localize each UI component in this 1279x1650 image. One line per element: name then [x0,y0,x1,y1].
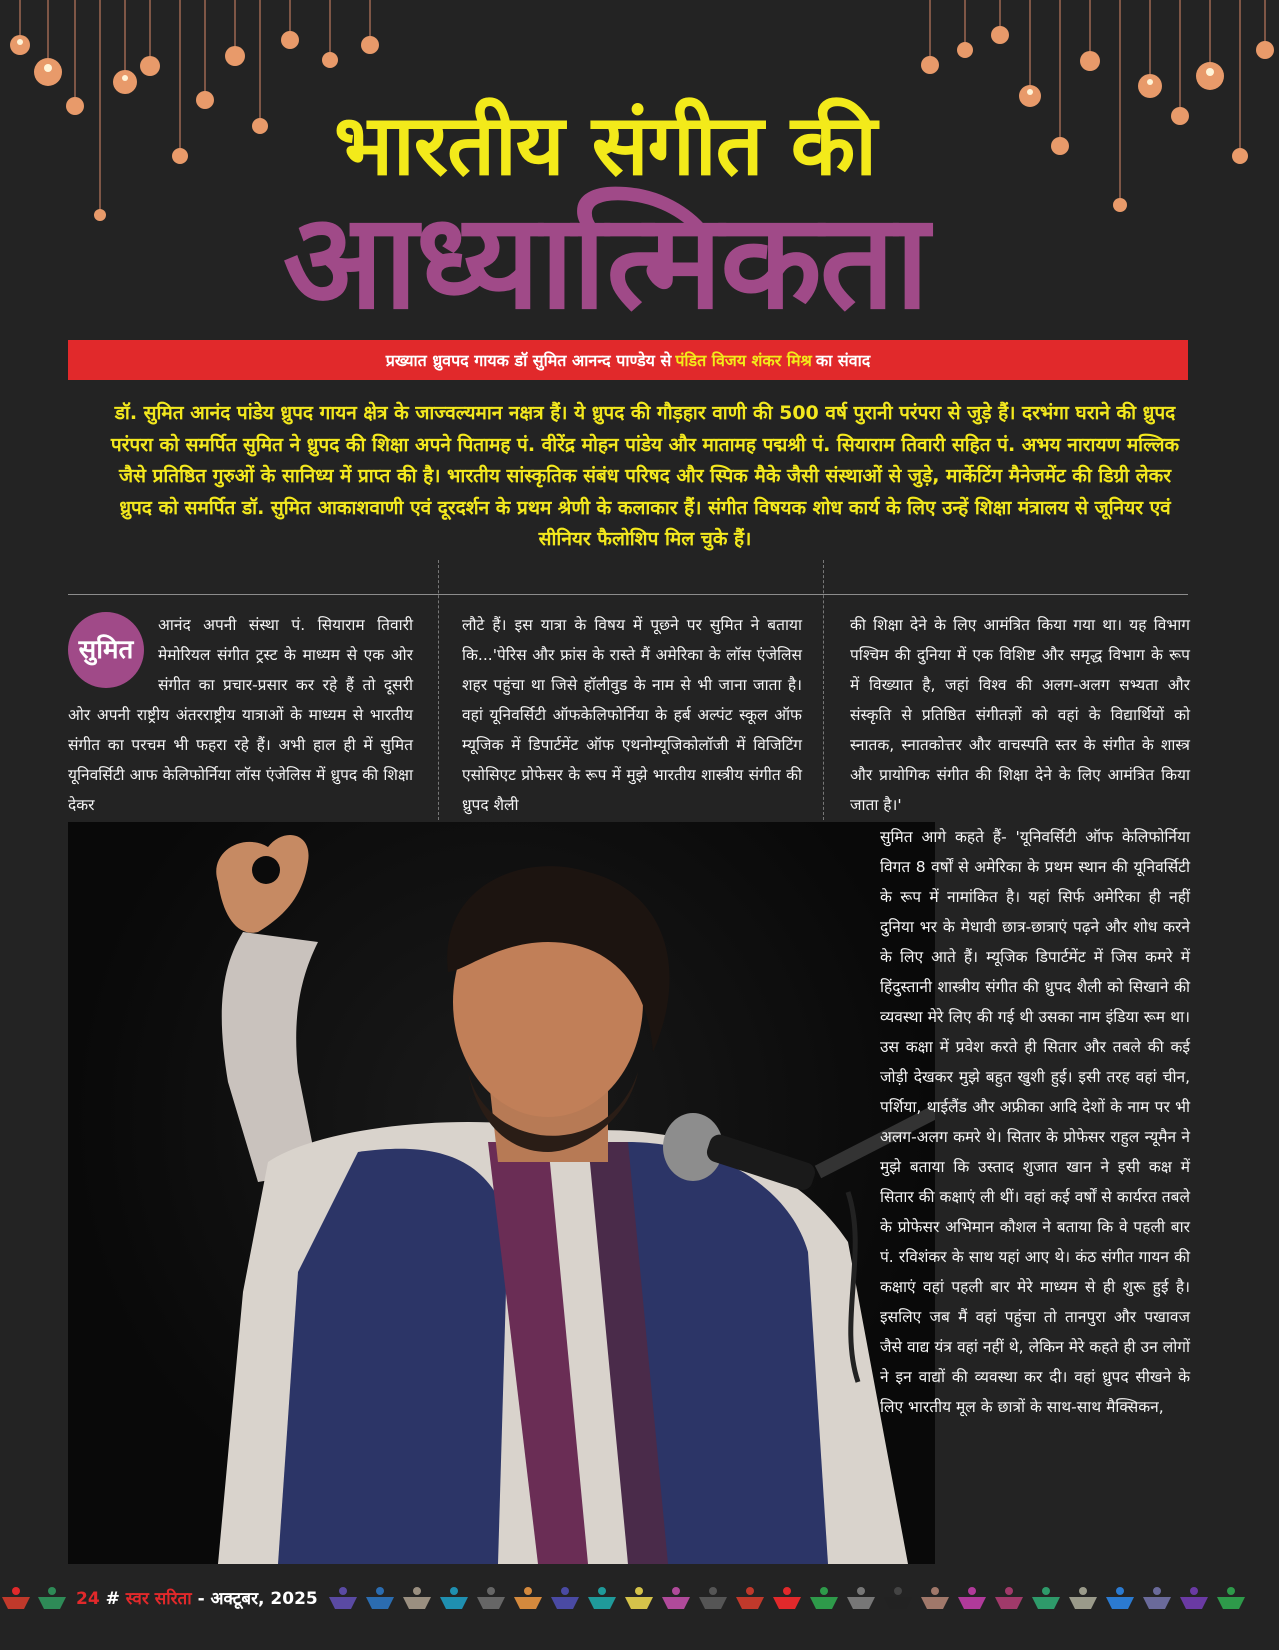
byline-suffix: का संवाद [815,351,871,370]
page-number: 24 [76,1588,100,1609]
footer-hash: # [105,1588,120,1609]
dropcap-badge: सुमित [68,612,144,688]
column-1-text: आनंद अपनी संस्था पं. सियाराम तिवारी मेमोरियल संगीत ट्रस्ट के माध्यम से एक ओर संगीत का प्रचार-प्रसार कर रहे हैं तो दूसरी ओर अपनी राष्ट्रीय अंतरराष्ट्रीय यात्राओं के माध्यम से भारतीय संगीत का परचम भी फहरा रहे हैं। अभी हाल ही में सुमित यूनिवर्सिटी आफ केलिफोर्निया लॉस एंजेलिस में ध्रुपद की शिक्षा देकर [68,616,413,814]
lamp-row-icon [0,1577,70,1617]
section-divider [68,594,1188,595]
headline-line-1: भारतीय संगीत की [334,96,876,194]
footer-text [76,1586,318,1609]
singer-photo [68,822,935,1564]
byline-strip [68,340,1188,380]
headline-line-2: आध्यात्मिकता [282,185,928,339]
article-column-3: की शिक्षा देने के लिए आमंत्रित किया गया था। यह विभाग पश्चिम की दुनिया में एक विशिष्ट और समृद्ध विभाग के रूप में विख्यात है, जहां विश्व की अलग-अलग सभ्यता और संस्कृति से प्रतिष्ठित संगीतज्ञों को वहां के विद्यार्थियों को स्नातक, स्नातकोत्तर और वाचस्पति स्तर के संगीत के शास्त्र और प्रायोगिक संगीत की शिक्षा देने के लिए आमंत्रित किया जाता है।' [850,616,1190,814]
lamp-row-icon [324,1577,1254,1617]
intro-paragraph: डॉ. सुमित आनंद पांडेय ध्रुपद गायन क्षेत्र के जाज्वल्यमान नक्षत्र हैं। ये ध्रुपद की गौड़हार वाणी की 500 वर्ष पुरानी परंपरा से जुड़े हैं। दरभंगा घराने की ध्रुपद परंपरा को समर्पित सुमित ने ध्रुपद की शिक्षा अपने पितामह पं. वीरेंद्र मोहन पांडेय और मातामह पद्मश्री पं. सियाराम तिवारी सहित पं. अभय नारायण मल्लिक जैसे प्रतिष्ठित गुरुओं के सानिध्य में प्राप्त की है। भारतीय सांस्कृतिक संबंध परिषद और स्पिक मैके जैसी संस्थाओं से जुड़े, मार्केटिंग मैनेजमेंट की डिग्री लेकर ध्रुपद को समर्पित डॉ. सुमित आकाशवाणी एवं दूरदर्शन के प्रथम श्रेणी के कलाकार हैं। संगीत विषयक शोध कार्य के लिए उन्हें शिक्षा मंत्रालय से जूनियर एवं सीनियर फैलोशिप मिल चुके हैं। [110,402,1180,550]
article-column-1 [68,610,413,820]
page-footer [0,1570,1279,1624]
byline-text: प्रख्यात ध्रुवपद गायक डॉ सुमित आनन्द पाण्डेय से [385,351,672,370]
column-divider [823,560,824,820]
magazine-name: स्वर सरिता [125,1588,192,1609]
byline-author: पंडित विजय शंकर मिश्र [675,351,812,370]
article-column-2: लौटे हैं। इस यात्रा के विषय में पूछने पर सुमित ने बताया कि...'पेरिस और फ्रांस के रास्ते मैं अमेरिका के लॉस एंजेलिस शहर पहुंचा था जिसे हॉलीवुड के नाम से भी जाना जाता है। वहां यूनिवर्सिटी ऑफकेलिफोर्निया के हर्ब अल्पंट स्कूल ऑफ म्यूजिक में डिपार्टमेंट ऑफ एथनोम्यूजिकोलॉजी में विजिटिंग एसोसिएट प्रोफेसर के रूप में मुझे भारतीय शास्त्रीय संगीत की ध्रुपद शैली [462,616,802,814]
column-divider [438,560,439,820]
article-column-4: सुमित आगे कहते हैं- 'यूनिवर्सिटी ऑफ केलिफोर्निया विगत 8 वर्षों से अमेरिका के प्रथम स्थान की यूनिवर्सिटी के रूप में नामांकित है। यहां सिर्फ अमेरिका ही नहीं दुनिया भर के मेधावी छात्र-छात्राएं पढ़ने और शोध करने के लिए आते हैं। म्यूजिक डिपार्टमेंट में जिस कमरे में हिंदुस्तानी शास्त्रीय संगीत की ध्रुपद शैली को सिखाने की व्यवस्था मेरे लिए की गई थी उसका नाम इंडिया रूम था। उस कक्षा में प्रवेश करते ही सितार और तबले की कई जोड़ी देखकर मुझे बहुत खुशी हुई। इसी तरह वहां चीन, पर्शिया, थाईलैंड और अफ्रीका आदि देशों के नाम पर भी अलग-अलग कमरे थे। सितार के प्रोफेसर राहुल न्यूमैन ने मुझे बताया कि उस्ताद शुजात खान ने इसी कक्ष में सितार की कक्षाएं ली थीं। वहां कई वर्षों से कार्यरत तबले के प्रोफेसर अभिमान कौशल ने बताया कि वे पहली बार पं. रविशंकर के साथ यहां आए थे। कंठ संगीत गायन की कक्षाएं वहां पहली बार मेरे माध्यम से ही शुरू हुई है। इसलिए जब मैं वहां पहुंचा तो तानपुरा और पखावज जैसे वाद्य यंत्र वहां नहीं थे, लेकिन मेरे कहते ही उन लोगों ने इन वाद्यों की व्यवस्था कर दी। वहां ध्रुपद सीखने के लिए भारतीय मूल के छात्रों के साथ-साथ मैक्सिकन, [880,828,1190,1416]
singer-illustration [68,822,935,1564]
issue-date: - अक्टूबर, 2025 [197,1588,318,1609]
